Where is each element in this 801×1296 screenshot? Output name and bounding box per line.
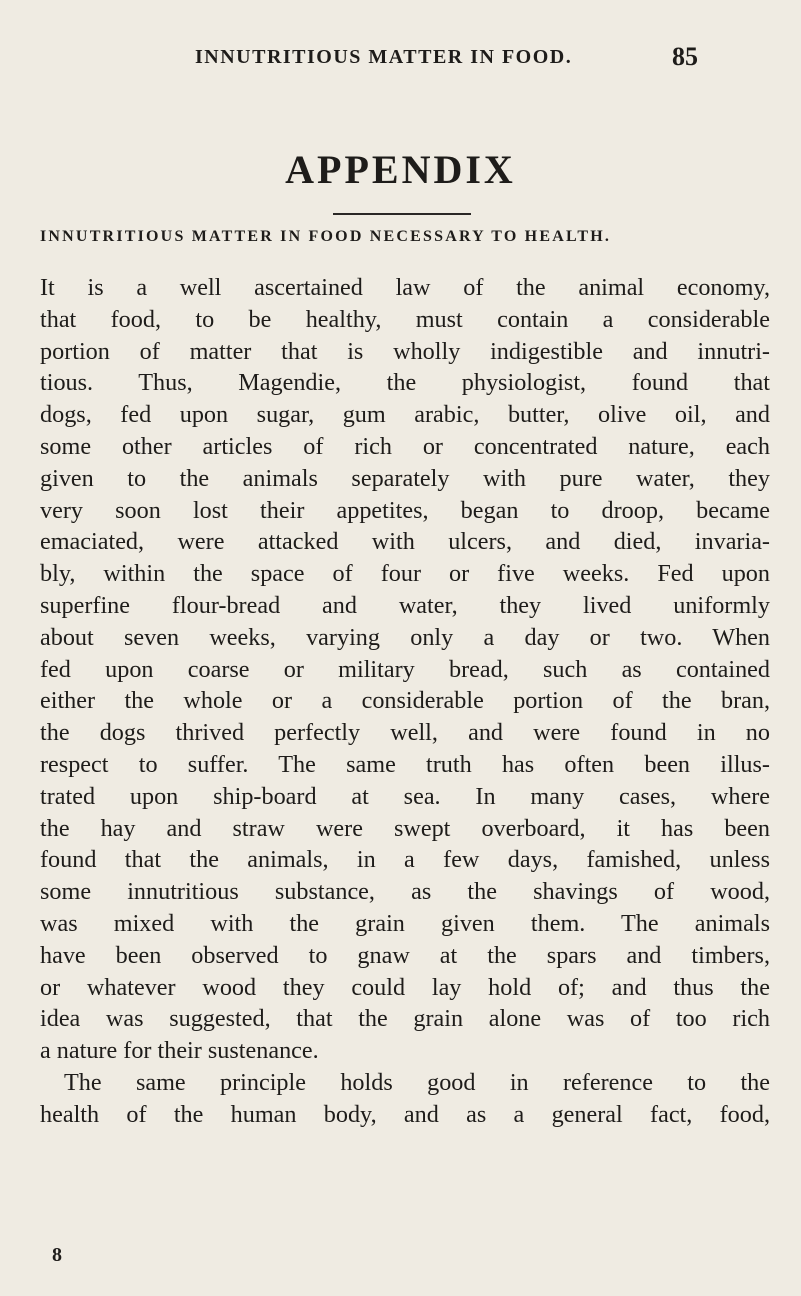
body-line: The same principle holds good in reference to the [64,1068,770,1096]
body-text [40,272,770,1131]
body-line: dogs, fed upon sugar, gum arabic, butter, olive oil, and [40,401,770,429]
body-line: emaciated, were attacked with ulcers, and died, invaria- [40,528,770,556]
body-line: that food, to be healthy, must contain a considerable [40,305,770,333]
body-line: trated upon ship-board at sea. In many cases, where [40,782,770,810]
body-line: about seven weeks, varying only a day or two. When [40,623,770,651]
body-line: the dogs thrived perfectly well, and were found in no [40,719,770,747]
body-line: was mixed with the grain given them. The animals [40,909,770,937]
body-line: portion of matter that is wholly indigestible and innutri- [40,337,770,365]
body-line: It is a well ascertained law of the animal economy, [40,274,770,301]
page-number: 85 [672,42,698,71]
body-line: very soon lost their appetites, began to droop, became [40,496,770,524]
body-line: the hay and straw were swept overboard, it has been [40,814,770,842]
body-line: given to the animals separately with pure water, they [40,464,770,492]
running-head: INNUTRITIOUS MATTER IN FOOD. [195,46,573,68]
signature-mark: 8 [52,1244,62,1266]
appendix-title: APPENDIX [285,147,516,192]
body-line: some other articles of rich or concentrated nature, each [40,432,770,460]
body-line: have been observed to gnaw at the spars and timbers, [40,941,770,969]
body-line: superfine flour-bread and water, they lived uniformly [40,591,770,619]
body-line: bly, within the space of four or five weeks. Fed upon [40,560,770,588]
body-line: respect to suffer. The same truth has often been illus- [40,750,770,778]
body-line: fed upon coarse or military bread, such as contained [40,655,770,683]
title-rule [333,213,471,215]
body-line: some innutritious substance, as the shavings of wood, [40,878,770,906]
body-line: a nature for their sustenance. [40,1037,319,1065]
body-line: health of the human body, and as a general fact, food, [40,1100,770,1128]
section-subtitle: INNUTRITIOUS MATTER IN FOOD NECESSARY TO HEALTH. [40,228,612,245]
body-line: or whatever wood they could lay hold of; and thus the [40,973,770,1001]
body-line: tious. Thus, Magendie, the physiologist, found that [40,369,770,397]
body-line: either the whole or a considerable portion of the bran, [40,687,770,715]
body-line: idea was suggested, that the grain alone was of too rich [40,1005,770,1033]
body-line: found that the animals, in a few days, famished, unless [40,846,770,874]
